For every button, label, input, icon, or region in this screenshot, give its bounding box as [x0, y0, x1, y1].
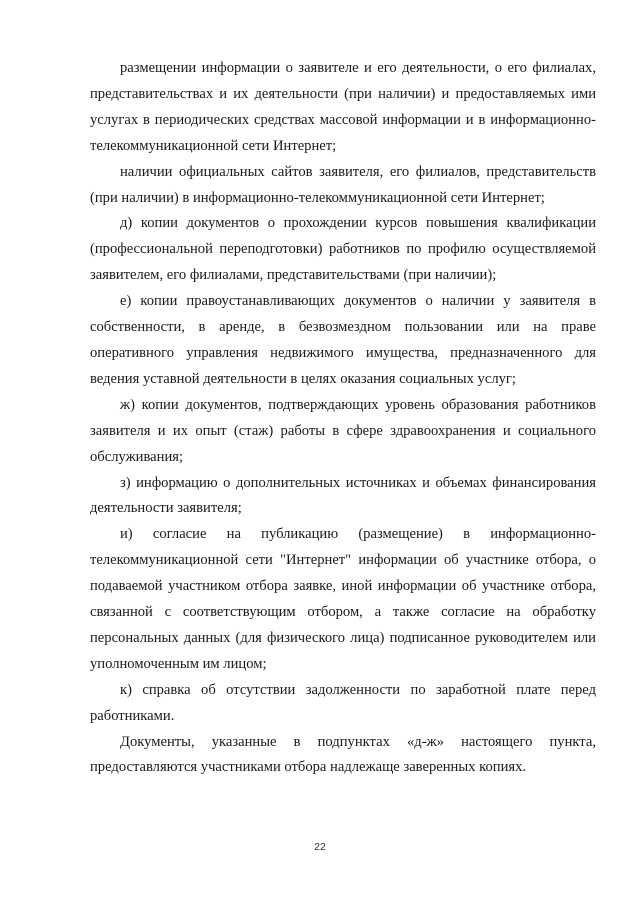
paragraph-documents-note: Документы, указанные в подпунктах «д-ж» настоящего пункта, предоставляются участниками отбора надлежаще заверенных копиях.	[90, 733, 596, 776]
document-body	[90, 56, 596, 781]
paragraph-item-z: з) информацию о дополнительных источниках и объемах финансирования деятельности заявителя;	[90, 474, 596, 517]
paragraph-item-zh: ж) копии документов, подтверждающих уровень образования работников заявителя и их опыт (стаж) работы в сфере здравоохранения и социального обслуживания;	[90, 396, 596, 465]
paragraph-item-d: д) копии документов о прохождении курсов повышения квалификации (профессиональной переподготовки) работников по профилю осуществляемой заявителем, его филиалами, представительствами (при наличии);	[90, 215, 596, 284]
paragraph-item-k: к) справка об отсутствии задолженности по заработной плате перед работниками.	[90, 681, 596, 724]
paragraph-official-sites: наличии официальных сайтов заявителя, его филиалов, представительств (при наличии) в информационно-телекоммуникационной сети Интернет;	[90, 163, 596, 206]
paragraph-media-info: размещении информации о заявителе и его деятельности, о его филиалах, представительствах и их деятельности (при наличии) и предоставляемых ими услугах в периодических средствах массовой информации и в информационно-телекоммуникационной сети Интернет;	[90, 60, 596, 154]
page-number: 22	[314, 841, 326, 853]
paragraph-item-e: е) копии правоустанавливающих документов о наличии у заявителя в собственности, в аренде, в безвозмездном пользовании или на праве оперативного управления недвижимого имущества, предназначенного для ведения уставной деятельности в целях оказания социальных услуг;	[90, 293, 596, 387]
paragraph-item-i: и) согласие на публикацию (размещение) в информационно-телекоммуникационной сети "Интернет" информации об участнике отбора, о подаваемой участником отбора заявке, иной информации об участнике отбора, связанной с соответствующим отбором, а также согласие на обработку персональных данных (для физического лица) подписанное руководителем или уполномоченным им лицом;	[90, 526, 596, 672]
